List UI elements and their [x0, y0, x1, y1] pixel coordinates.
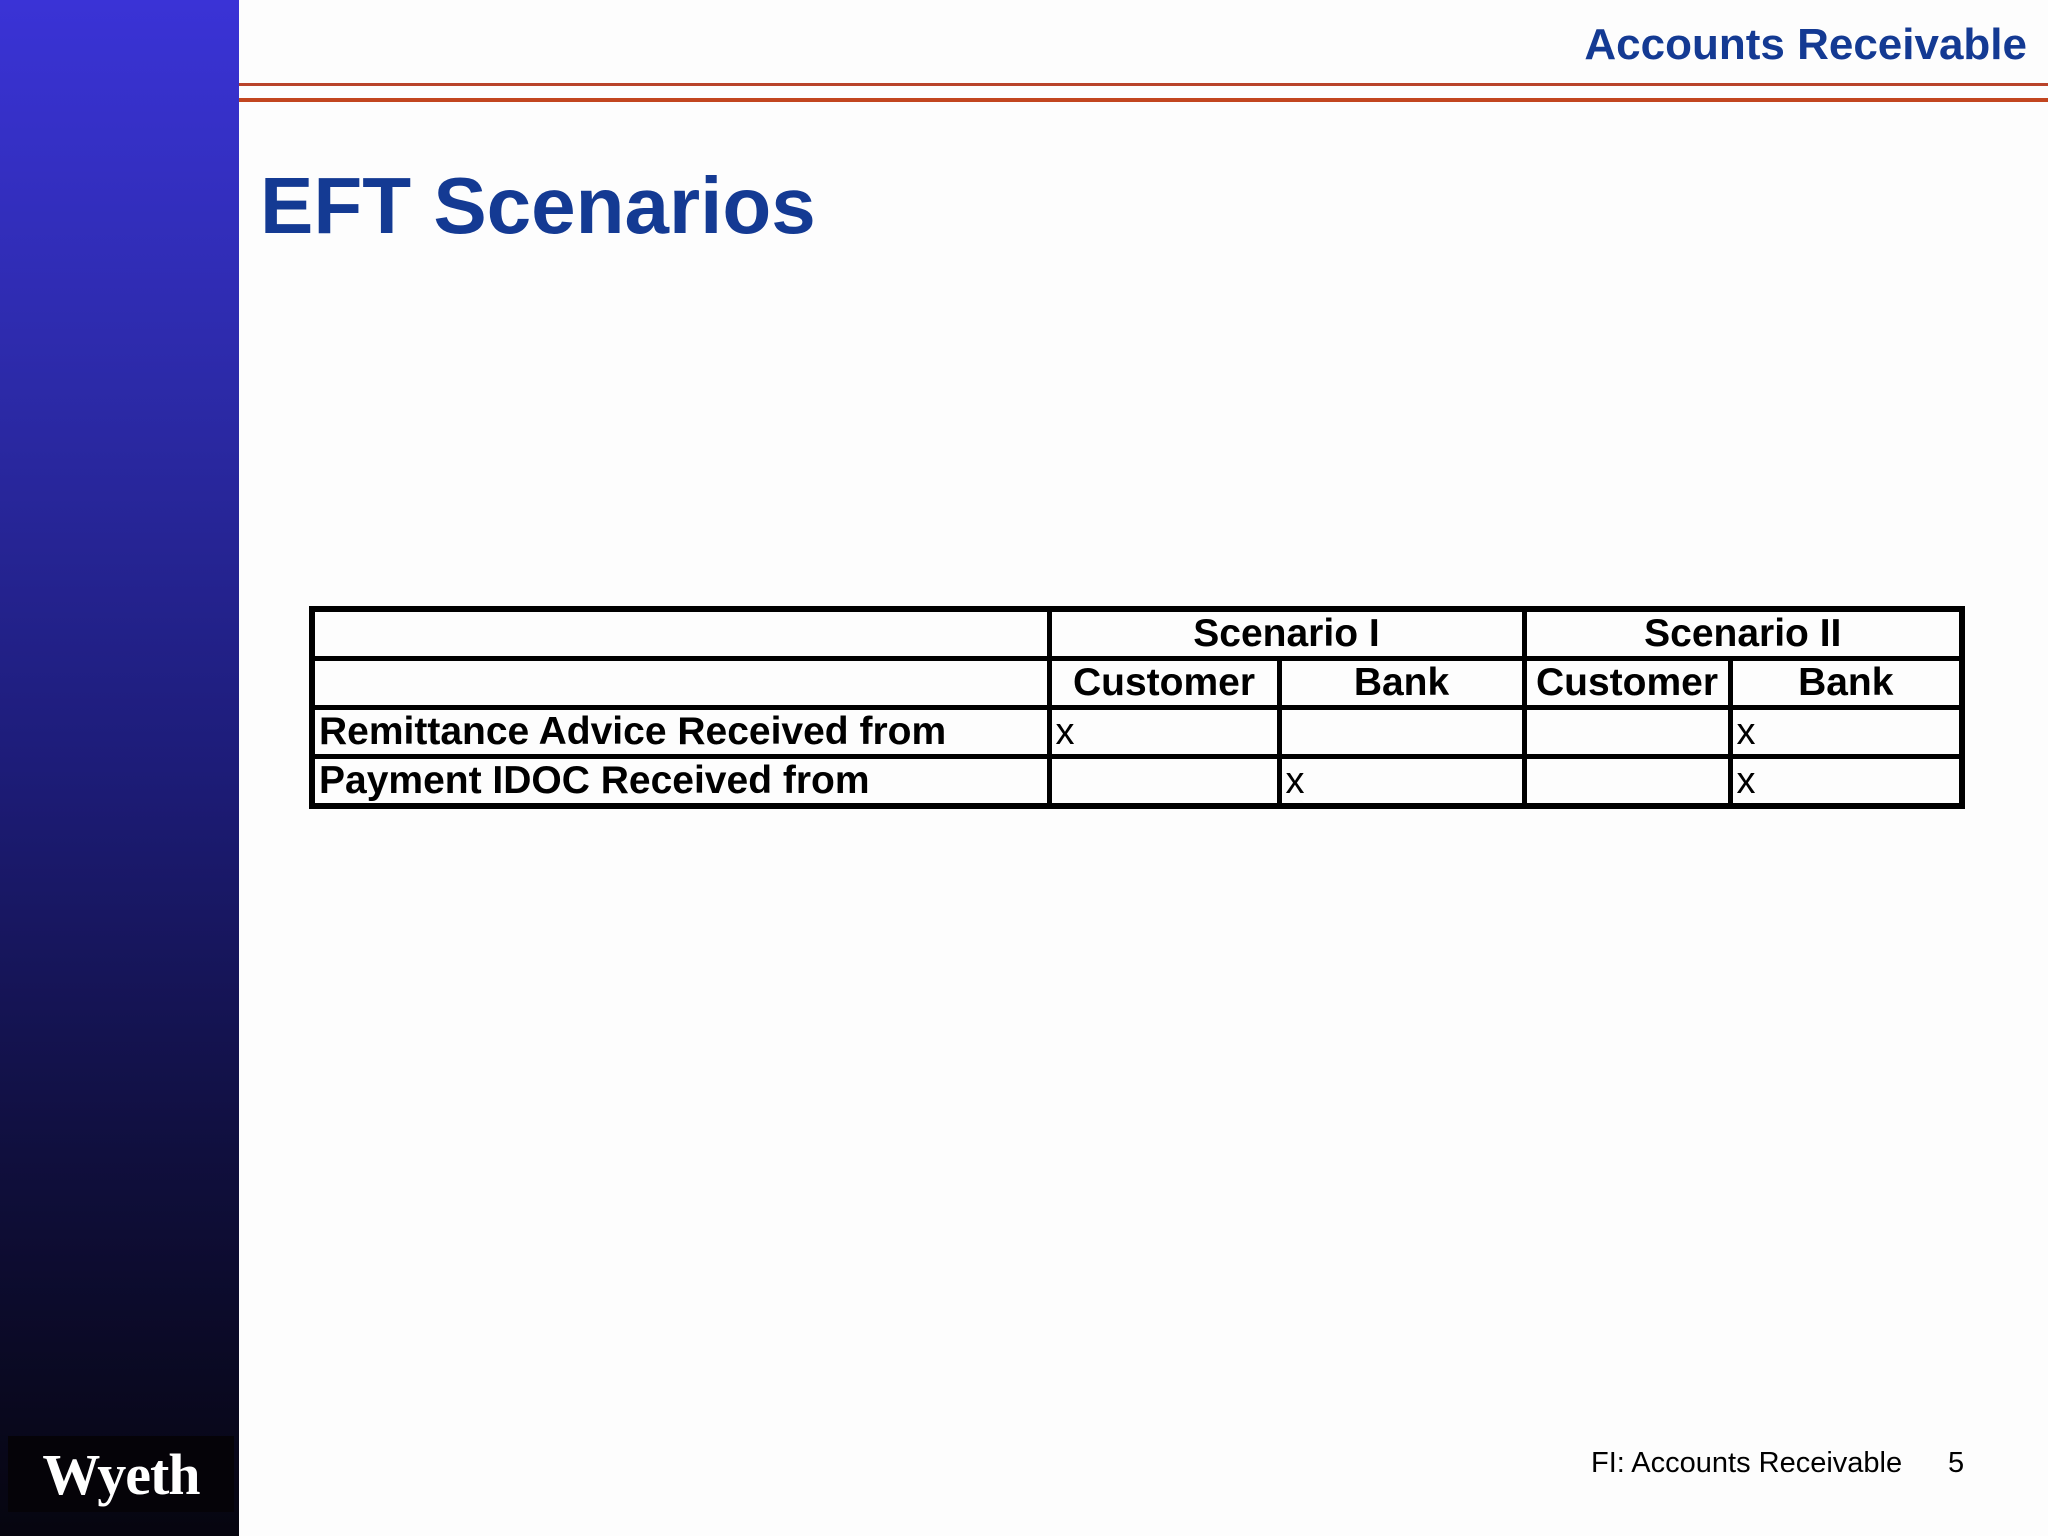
table-row	[312, 708, 1962, 757]
logo-text: Wyeth	[42, 1441, 200, 1507]
table-cell: x	[1730, 708, 1962, 757]
table-cell: x	[1730, 757, 1962, 807]
table-subheader-row	[312, 659, 1962, 708]
table-cell	[1524, 708, 1730, 757]
table-cell	[1524, 757, 1730, 807]
page-title: EFT Scenarios	[260, 161, 816, 250]
scenario-1-bank-header: Bank	[1279, 659, 1524, 708]
table-header-row	[312, 609, 1962, 659]
table-subheader-empty-cell	[312, 659, 1049, 708]
sidebar-gradient	[0, 0, 239, 1536]
scenario-1-header: Scenario I	[1049, 609, 1524, 659]
header-rule-bottom	[239, 98, 2048, 102]
scenario-1-customer-header: Customer	[1049, 659, 1279, 708]
scenario-2-customer-header: Customer	[1524, 659, 1730, 708]
scenario-2-bank-header: Bank	[1730, 659, 1962, 708]
page-number: 5	[1948, 1447, 1965, 1479]
row-label: Remittance Advice Received from	[312, 708, 1049, 757]
table-cell	[1279, 708, 1524, 757]
footer-text: FI: Accounts Receivable	[1591, 1447, 1903, 1479]
table-cell	[1049, 757, 1279, 807]
wyeth-logo	[8, 1436, 234, 1512]
row-label: Payment IDOC Received from	[312, 757, 1049, 807]
scenario-2-header: Scenario II	[1524, 609, 1962, 659]
table-cell: x	[1279, 757, 1524, 807]
header-rule-top	[239, 83, 2048, 86]
section-title: Accounts Receivable	[1584, 20, 2027, 69]
table-row	[312, 757, 1962, 807]
table-corner-cell	[312, 609, 1049, 659]
eft-scenarios-table	[309, 606, 1965, 809]
table-cell: x	[1049, 708, 1279, 757]
